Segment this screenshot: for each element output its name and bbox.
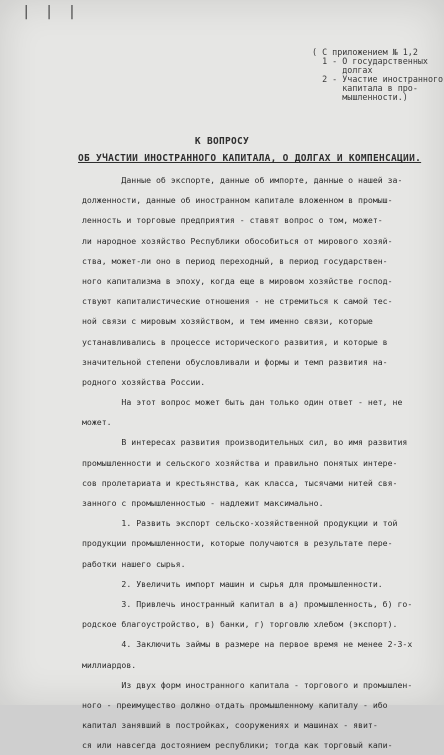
margin-marks: | | | <box>22 4 80 20</box>
appendix-line: 1 - О государственных <box>312 56 428 66</box>
paragraph <box>82 170 444 392</box>
paragraph <box>82 432 444 513</box>
text-line: ной связи с мировым хозяйством, и тем именно связи, которые <box>82 316 373 327</box>
text-line: 1. Развить экспорт сельско-хозяйственной продукции и той <box>82 518 398 529</box>
text-line: значительной степени обусловливали и формы и темп развития на- <box>82 356 388 367</box>
appendix-line: ( С приложением № 1,2 <box>312 47 418 57</box>
text-line: капитал занявший в постройках, сооружениях и машинах - явит- <box>82 720 378 731</box>
text-line: ного капитализма в эпоху, когда еще в мировом хозяйстве господ- <box>82 275 393 286</box>
text-line: занного с промышленностью - надлежит максимально. <box>82 498 324 508</box>
appendix-line: 2 - Участие иностранного <box>312 74 444 84</box>
text-line: родское благоустройство, в) банки, г) торговлю хлебом (экспорт). <box>82 619 398 630</box>
paragraph <box>82 513 444 574</box>
text-line: ства, может-ли оно в период переходный, в период государствен- <box>82 255 388 266</box>
text-line: В интересах развития производительных сил, во имя развития <box>82 437 408 448</box>
text-line: 4. Заключить займы в размере на первое время не менее 2-3-х <box>82 639 413 650</box>
text-line: 2. Увеличить импорт машин и сырья для промышленности. <box>82 578 383 589</box>
text-line: миллиардов. <box>82 659 137 670</box>
appendix-line: капитала в про- <box>312 83 418 93</box>
text-line: ся или навсегда достоянием республики; тогда как торговый капи- <box>82 740 393 751</box>
appendix-note <box>312 47 444 102</box>
text-line: На этот вопрос может быть дан только один ответ - нет, не <box>82 397 403 408</box>
text-line: промышленности и сельского хозяйства и правильно понятых интере- <box>82 457 398 468</box>
text-line: ли народное хозяйство Республики обособиться от мирового хозяй- <box>82 235 393 246</box>
text-line: ствуют капиталистические отношения - не стремиться к самой тес- <box>82 296 393 307</box>
text-line: 3. Привлечь иностранный капитал в а) промышленность, б) го- <box>82 598 413 609</box>
appendix-line: долгах <box>312 65 373 75</box>
document-body <box>82 170 444 755</box>
text-line: ленность и торговые предприятия - ставят вопрос о том, может- <box>82 215 383 226</box>
text-line: родного хозяйства России. <box>82 376 206 387</box>
text-line: ного - преимущество должно отдать промышленному капиталу - ибо <box>82 699 388 710</box>
text-line: устанавливались в процессе исторического развития, и которые в <box>82 336 388 347</box>
document-subheading: ОБ УЧАСТИИ ИНОСТРАННОГО КАПИТАЛА, О ДОЛГАХ И КОМПЕНСАЦИИ. <box>78 153 422 164</box>
text-line: долженности, данные об иностранном капитале вложенном в промыш- <box>82 195 393 206</box>
document-heading: К ВОПРОСУ <box>194 136 250 147</box>
text-line: Из двух форм иностранного капитала - торгового и промышлен- <box>82 679 413 690</box>
text-line: продукции промышленности, которые получаются в результате пере- <box>82 538 393 549</box>
text-line: Данные об экспорте, данные об импорте, данные о нашей за- <box>82 175 403 185</box>
paragraph <box>82 574 444 594</box>
text-line: сов пролетариата и крестьянства, как класса, тысячами нитей свя- <box>82 477 398 488</box>
paragraph <box>82 634 444 674</box>
paragraph <box>82 594 444 634</box>
paragraph <box>82 392 444 432</box>
appendix-line: мышленности.) <box>312 92 408 102</box>
text-line: может. <box>82 417 112 428</box>
paragraph <box>82 675 444 755</box>
text-line: работки нашего сырья. <box>82 558 186 569</box>
